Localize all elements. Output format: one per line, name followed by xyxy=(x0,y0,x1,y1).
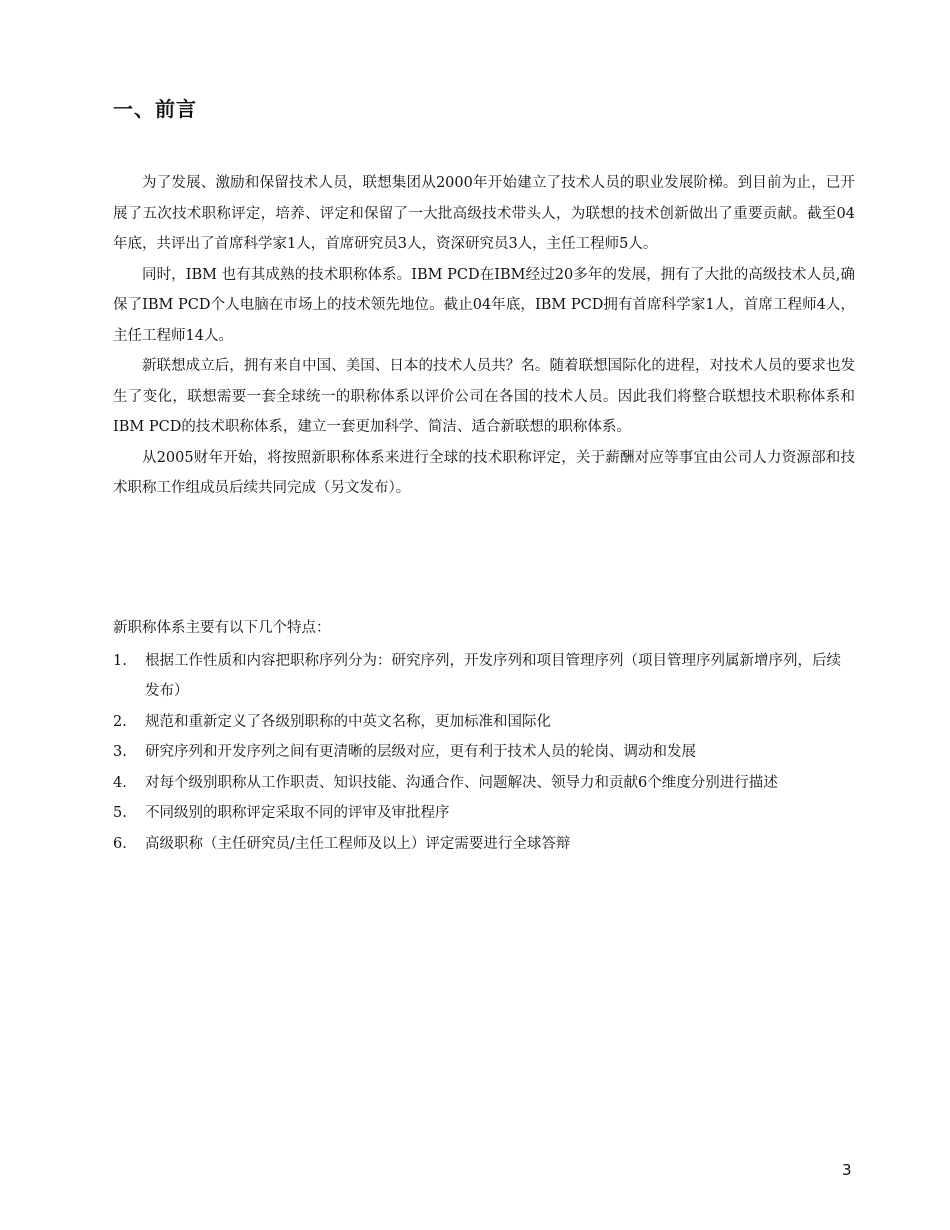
list-item-text: 高级职称（主任研究员/主任工程师及以上）评定需要进行全球答辩 xyxy=(145,835,571,852)
list-item xyxy=(113,707,855,738)
features-section xyxy=(113,613,855,859)
list-item-number: 6. xyxy=(113,835,127,852)
list-item-number: 3. xyxy=(113,744,127,760)
list-item-number: 2. xyxy=(113,713,127,730)
list-item xyxy=(113,737,855,768)
features-intro: 新职称体系主要有以下几个特点： xyxy=(113,620,331,636)
list-item xyxy=(113,768,855,799)
feature-list xyxy=(113,646,855,860)
paragraph: 同时，IBM 也有其成熟的技术职称体系。IBM PCD在IBM经过20多年的发展，拥有了大批的高级技术人员,确保了IBM PCD个人电脑在市场上的技术领先地位。截止04年底，IBM PCD拥有首席科学家1人，首席工程师4人，主任工程师14人。 xyxy=(113,266,855,344)
list-item xyxy=(113,646,855,707)
list-item-text: 规范和重新定义了各级别职称的中英文名称，更加标准和国际化 xyxy=(145,713,551,730)
list-item xyxy=(113,798,855,829)
list-item-number: 5. xyxy=(113,805,127,821)
paragraph: 为了发展、激励和保留技术人员，联想集团从2000年开始建立了技术人员的职业发展阶梯。到目前为止，已开展了五次技术职称评定，培养、评定和保留了一大批高级技术带头人，为联想的技术创新做出了重要贡献。截至04年底，共评出了首席科学家1人，首席研究员3人，资深研究员3人，主任工程师5人。 xyxy=(113,175,855,252)
list-item-text: 研究序列和开发序列之间有更清晰的层级对应，更有利于技术人员的轮岗、调动和发展 xyxy=(145,744,696,760)
list-item-text: 根据工作性质和内容把职称序列分为：研究序列，开发序列和项目管理序列（项目管理序列属新增序列，后续发布） xyxy=(145,652,841,699)
section-heading: 一、前言 xyxy=(113,97,197,121)
preface-body xyxy=(113,168,855,504)
page-number: 3 xyxy=(842,1161,852,1179)
list-item-number: 1. xyxy=(113,652,127,669)
list-item xyxy=(113,829,855,860)
list-item-text: 对每个级别职称从工作职责、知识技能、沟通合作、问题解决、领导力和贡献6个维度分别进行描述 xyxy=(145,774,778,791)
paragraph: 新联想成立后，拥有来自中国、美国、日本的技术人员共？名。随着联想国际化的进程，对技术人员的要求也发生了变化，联想需要一套全球统一的职称体系以评价公司在各国的技术人员。因此我们将整合联想技术职称体系和IBM PCD的技术职称体系，建立一套更加科学、简洁、适合新联想的职称体系。 xyxy=(113,358,855,435)
paragraph: 从2005财年开始，将按照新职称体系来进行全球的技术职称评定，关于薪酬对应等事宜由公司人力资源部和技术职称工作组成员后续共同完成（另文发布）。 xyxy=(113,449,855,496)
list-item-number: 4. xyxy=(113,774,127,791)
list-item-text: 不同级别的职称评定采取不同的评审及审批程序 xyxy=(145,805,450,821)
